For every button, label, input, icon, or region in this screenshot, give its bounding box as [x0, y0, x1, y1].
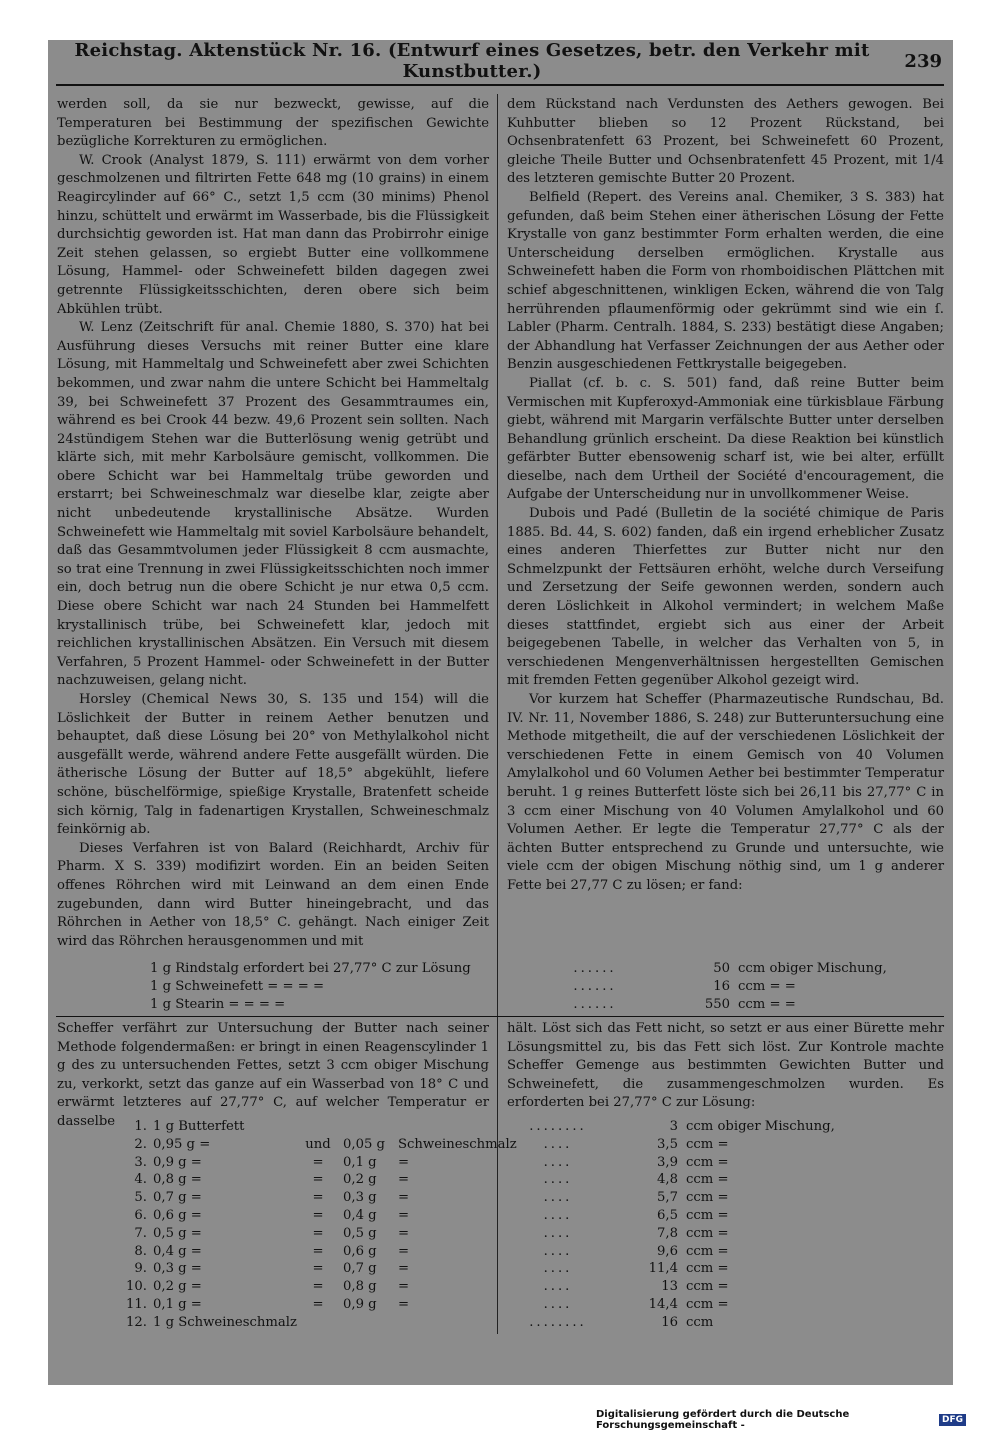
table-row [115, 1136, 915, 1154]
row-number: 6. [134, 1207, 147, 1223]
row-unit: ccm obiger Mischung, [686, 1119, 835, 1134]
right-column-lower [507, 1020, 944, 1110]
row-number: 12. [126, 1314, 147, 1330]
conjunction: = [312, 1154, 324, 1170]
section-rule [56, 1016, 944, 1017]
row-number: 10. [126, 1279, 147, 1295]
row-number: 11. [126, 1296, 147, 1312]
fat-solubility-table [150, 960, 910, 1014]
page-number: 239 [904, 50, 942, 72]
row-number: 4. [134, 1172, 147, 1188]
leader-dots: ...... [573, 979, 617, 994]
row-unit: ccm = [686, 1136, 729, 1152]
header-rule [56, 84, 944, 86]
row-unit: ccm = [686, 1190, 729, 1206]
paragraph: W. Crook (Analyst 1879, S. 111) erwärmt von dem vorher geschmolzenen und filtrirten Fette 648 mg (10 grains) in einem Reagircylinder auf 66° C., setzt 1,5 ccm (30 minims) Phenol hinzu, schüttelt und erwärmt im Wasserbade, bis die Flüssigkeit durchsichtig geworden ist. Hat man dann das Probirrohr einige Zeit stehen gelassen, so ergiebt Butter eine vollkommene Lösung, Hammel- oder Schweinefett bilden dagegen zwei getrennte Flüssigkeitsschichten, deren obere sich beim Abkühlen trübt. [57, 152, 489, 317]
footer [596, 1409, 966, 1431]
row-unit: ccm obiger Mischung, [738, 961, 887, 976]
row-value: 16 [713, 979, 730, 994]
lard-amount: 0,05 g [343, 1136, 385, 1152]
leader-dots: .... [543, 1296, 573, 1312]
leader-dots: .... [543, 1207, 573, 1223]
leader-dots: .... [543, 1190, 573, 1206]
table-row [115, 1171, 915, 1189]
lard-label [398, 1314, 508, 1332]
conjunction [293, 1118, 343, 1136]
butter-amount: 0,95 g = [153, 1136, 211, 1152]
paragraph: Dieses Verfahren ist von Balard (Reichhardt, Archiv für Pharm. X S. 339) modifizirt worden. Ein an beiden Seiten offenes Röhrchen wird mit Leinwand an dem einen Ende zugebunden, dann wird Butter hineingebracht, und das Röhrchen in Aether von 18,5° C. gehängt. Nach einiger Zeit wird das Röhrchen herausgenommen und mit [57, 840, 489, 949]
row-value: 6,5 [657, 1207, 678, 1223]
row-unit: ccm = [686, 1172, 729, 1188]
lard-label: = [398, 1154, 410, 1170]
lard-label: = [398, 1207, 410, 1223]
leader-dots: .... [543, 1225, 573, 1241]
row-number: 5. [134, 1190, 147, 1206]
row-unit: ccm = [686, 1225, 729, 1241]
leader-dots: ...... [573, 997, 617, 1012]
dfg-logo: DFG [939, 1414, 966, 1426]
page-header [62, 40, 942, 82]
lard-label: = [398, 1225, 410, 1241]
row-number: 9. [134, 1261, 147, 1277]
paragraph: Belfield (Repert. des Vereins anal. Chemiker, 3 S. 383) hat gefunden, daß beim Stehen einer ätherischen Lösung der Fette Krystalle von ganz bestimmter Form erhalten werden, die eine Unterscheidung derselben ermöglichen. Krystalle aus Schweinefett haben die Form von rhomboidischen Plättchen mit schief abgeschnittenen, winkligen Ecken, während die von Talg herrührenden pflaumenförmig oder gekrümmt sind wie ein ſ. Labler (Pharm. Centralh. 1884, S. 233) bestätigt diese Angaben; der Abhandlung hat Verfasser Zeichnungen der aus Aether oder Benzin ausgeschiedenen Fettkrystalle beigegeben. [507, 189, 944, 373]
lard-amount: 0,5 g [343, 1225, 377, 1241]
lard-amount: 0,4 g [343, 1207, 377, 1223]
lard-amount: 0,2 g [343, 1172, 377, 1188]
leader-dots: .... [543, 1172, 573, 1188]
conjunction: = [312, 1207, 324, 1223]
lard-amount: 0,9 g [343, 1296, 377, 1312]
lard-label: Schweineschmalz [398, 1136, 517, 1152]
table-row [115, 1296, 915, 1314]
right-column [507, 96, 944, 948]
row-value: 4,8 [657, 1172, 678, 1188]
row-value: 3,5 [657, 1136, 678, 1152]
butter-amount: 0,9 g = [153, 1154, 202, 1170]
row-unit: ccm = = [738, 979, 796, 994]
lard-label: = [398, 1172, 410, 1188]
table-row [115, 1225, 915, 1243]
row-value: 3,9 [657, 1154, 678, 1170]
footer-text: Digitalisierung gefördert durch die Deutsche Forschungsgemeinschaft - [596, 1409, 850, 1431]
row-value: 16 [661, 1314, 678, 1330]
leader-dots: ........ [529, 1314, 587, 1330]
conjunction: = [312, 1261, 324, 1277]
row-number: 8. [134, 1243, 147, 1259]
paragraph: Dubois und Padé (Bulletin de la société chimique de Paris 1885. Bd. 44, S. 602) fanden, daß ein irgend erheblicher Zusatz eines anderen Thierfettes zur Butter nicht nur den Schmelzpunkt der Fettsäuren erhöht, welche durch Verseifung und Zersetzung der Seife gewonnen werden, sondern auch deren Löslichkeit in Alkohol vermindert; in welchem Maße dieses stattfindet, ergiebt sich aus einer der Arbeit beigegebenen Tabelle, in welcher das Verhalten von 5, in verschiedenen Mengenverhältnissen hergestellten Gemischen mit fremden Fetten gegenüber Alkohol gezeigt wird. [507, 506, 944, 689]
conjunction: = [312, 1243, 324, 1259]
butter-amount: 0,8 g = [153, 1172, 202, 1188]
lard-label [398, 1118, 508, 1136]
row-unit: ccm = = [738, 997, 796, 1012]
conjunction: und [305, 1136, 331, 1152]
lard-label: = [398, 1190, 410, 1206]
paragraph: Scheffer verfährt zur Untersuchung der Butter nach seiner Methode folgendermaßen: er bringt in einen Reagenscylinder 1 g des zu untersuchenden Fettes, setzt 3 ccm obiger Mischung zu, verkorkt, setzt das ganze auf ein Wasserbad von 18° C und erwärmt letzteres auf 27,77° C, auf welcher Temperatur er dasselbe [57, 1021, 489, 1129]
lard-label: = [398, 1279, 410, 1295]
table-row [115, 1243, 915, 1261]
butter-amount: 0,1 g = [153, 1296, 202, 1312]
row-unit: ccm = [686, 1279, 729, 1295]
paragraph: werden soll, da sie nur bezweckt, gewisse, auf die Temperaturen bei Bestimmung der spezifischen Gewichte bezügliche Korrekturen zu ermöglichen. [57, 97, 489, 150]
row-unit: ccm [686, 1314, 714, 1330]
butter-amount: 0,4 g = [153, 1243, 202, 1259]
table-row [115, 1314, 915, 1332]
conjunction: = [312, 1190, 324, 1206]
conjunction: = [312, 1279, 324, 1295]
lard-label: = [398, 1261, 410, 1277]
butter-amount: 0,7 g = [153, 1190, 202, 1206]
table-row [115, 1207, 915, 1225]
lard-label: = [398, 1296, 410, 1312]
butter-amount: 1 g Butterfett [153, 1119, 245, 1134]
row-unit: ccm = [686, 1243, 729, 1259]
leader-dots: ........ [529, 1119, 587, 1134]
conjunction: = [312, 1225, 324, 1241]
row-label: 1 g Schweinefett = = = = [150, 979, 324, 994]
conjunction: = [312, 1296, 324, 1312]
row-value: 11,4 [648, 1261, 678, 1277]
paragraph: W. Lenz (Zeitschrift für anal. Chemie 1880, S. 370) hat bei Ausführung dieses Versuchs mit reiner Butter eine klare Lösung, mit Hammeltalg und Schweinefett aber zwei Schichten bekommen, und zwar nahm die untere Schicht bei Hammeltalg 39, bei Schweinefett 37 Prozent des Gesammtraumes ein, während es bei Crook 44 bezw. 49,6 Prozent sein sollten. Nach 24stündigem Stehen war die Butterlösung wenig getrübt und klärte sich, mit mehr Karbolsäure gemischt, vollkommen. Die obere Schicht war bei Hammeltalg trübe geworden und erstarrt; bei Schweineschmalz war dieselbe klar, zeigte aber nicht unbedeutende krystallinische Absätze. Wurden Schweinefett wie Hammeltalg mit soviel Karbolsäure behandelt, daß das Gesammtvolumen jeder Flüssigkeit 8 ccm ausmachte, so trat eine Trennung in zwei Flüssigkeitsschichten noch immer ein, doch betrug nun die obere Schicht je nur etwa 0,5 ccm. Diese obere Schicht war nach 24 Stunden bei Hammelfett krystallinisch trübe, bei Schweinefett klar, jedoch mit reichlichen krystallinischen Absätzen. Ein Versuch mit diesem Verfahren, 5 Prozent Hammel- oder Schweinefett in der Butter nachzuweisen, gelang nicht. [57, 320, 489, 689]
paragraph: Horsley (Chemical News 30, S. 135 und 154) will die Löslichkeit der Butter in reinem Aether benutzen und behauptet, daß diese Lösung bei 20° von Methylalkohol nicht ausgefällt werde, während andere Fette ausgefällt würden. Die ätherische Lösung der Butter auf 18,5° abgekühlt, liefere schöne, büschelförmige, spießige Krystalle, Bratenfett scheide sich körnig, Talg in fadenartigen Krystallen, Schweineschmalz feinkörnig ab. [57, 692, 489, 838]
paragraph: dem Rückstand nach Verdunsten des Aethers gewogen. Bei Kuhbutter blieben so 12 Prozent Rückstand, bei Ochsenbratenfett 63 Prozent, bei Schweinefett 60 Prozent, gleiche Theile Butter und Ochsenbratenfett 45 Prozent, mit 1/4 des letzteren gemischte Butter 20 Prozent. [507, 97, 944, 187]
row-number: 7. [134, 1225, 147, 1241]
row-unit: ccm = [686, 1261, 729, 1277]
conjunction [293, 1314, 343, 1332]
butter-amount: 0,3 g = [153, 1261, 202, 1277]
butter-amount: 0,6 g = [153, 1207, 202, 1223]
row-value: 9,6 [657, 1243, 678, 1259]
table-row [150, 960, 910, 978]
lard-amount: 0,7 g [343, 1261, 377, 1277]
conjunction: = [312, 1172, 324, 1188]
row-value: 3 [669, 1119, 678, 1134]
row-number: 1. [134, 1119, 147, 1134]
table-row [115, 1189, 915, 1207]
table-row [150, 978, 910, 996]
row-label: 1 g Rindstalg erfordert bei 27,77° C zur Lösung [150, 961, 471, 976]
row-unit: ccm = [686, 1207, 729, 1223]
row-label: 1 g Stearin = = = = [150, 997, 286, 1012]
row-value: 50 [713, 961, 730, 976]
table-row [115, 1260, 915, 1278]
table-row [150, 996, 910, 1014]
row-unit: ccm = [686, 1154, 729, 1170]
lard-amount: 0,8 g [343, 1279, 377, 1295]
lard-label: = [398, 1243, 410, 1259]
header-title: Reichstag. Aktenstück Nr. 16. (Entwurf eines Gesetzes, betr. den Verkehr mit Kunstbutter.) [74, 40, 870, 82]
leader-dots: .... [543, 1243, 573, 1259]
butter-amount: 1 g Schweineschmalz [153, 1314, 297, 1330]
leader-dots: .... [543, 1261, 573, 1277]
butter-amount: 0,5 g = [153, 1225, 202, 1241]
row-value: 14,4 [648, 1296, 678, 1312]
paragraph: hält. Löst sich das Fett nicht, so setzt er aus einer Bürette mehr Lösungsmittel zu, bis das Fett sich löst. Zur Kontrole machte Scheffer Gemenge aus bestimmten Gewichten Butter und Schweinefett, die zusammengeschmolzen wurden. Es erforderten bei 27,77° C zur Lösung: [507, 1021, 944, 1111]
row-unit: ccm = [686, 1296, 729, 1312]
row-value: 7,8 [657, 1225, 678, 1241]
table-row [115, 1154, 915, 1172]
leader-dots: .... [543, 1136, 573, 1152]
lard-amount: 0,6 g [343, 1243, 377, 1259]
table-row [115, 1278, 915, 1296]
lard-amount [343, 1118, 398, 1136]
row-number: 3. [134, 1154, 147, 1170]
row-value: 5,7 [657, 1190, 678, 1206]
lard-amount [343, 1314, 398, 1332]
row-value: 13 [661, 1279, 678, 1295]
butter-amount: 0,2 g = [153, 1279, 202, 1295]
row-value: 550 [704, 997, 730, 1012]
leader-dots: ...... [573, 961, 617, 976]
mixture-table [115, 1118, 915, 1332]
lard-amount: 0,1 g [343, 1154, 377, 1170]
lard-amount: 0,3 g [343, 1190, 377, 1206]
row-number: 2. [134, 1136, 147, 1152]
leader-dots: .... [543, 1279, 573, 1295]
paragraph: Vor kurzem hat Scheffer (Pharmazeutische Rundschau, Bd. IV. Nr. 11, November 1886, S. 248) zur Butteruntersuchung eine Methode mitgetheilt, die auf der verschiedenen Löslichkeit der verschiedenen Fette in einem Gemisch von 40 Volumen Amylalkohol und 60 Volumen Aether bei bestimmter Temperatur beruht. 1 g reines Butterfett löste sich bei 26,11 bis 27,77° C in 3 ccm einer Mischung von 40 Volumen Amylalkohol und 60 Volumen Aether. Er legte die Temperatur 27,77° C als der ächten Butter entsprechend zu Grunde und untersuchte, wie viele ccm der obigen Mischung nöthig sind, um 1 g anderer Fette bei 27,77 C zu lösen; er fand: [507, 692, 944, 893]
leader-dots: .... [543, 1154, 573, 1170]
table-row [115, 1118, 915, 1136]
left-column [57, 96, 489, 948]
paragraph: Piallat (cf. b. c. S. 501) fand, daß reine Butter beim Vermischen mit Kupferoxyd-Ammoniak eine türkisblaue Färbung giebt, während mit Margarin verfälschte Butter unter derselben Behandlung grünlich erscheint. Da diese Reaktion bei künstlich gefärbter Butter ebensowenig scharf ist, wie bei alter, erfüllt dieselbe, nach dem Urtheil der Société d'encouragement, die Aufgabe der Unterscheidung nur in unvollkommener Weise. [507, 375, 944, 503]
